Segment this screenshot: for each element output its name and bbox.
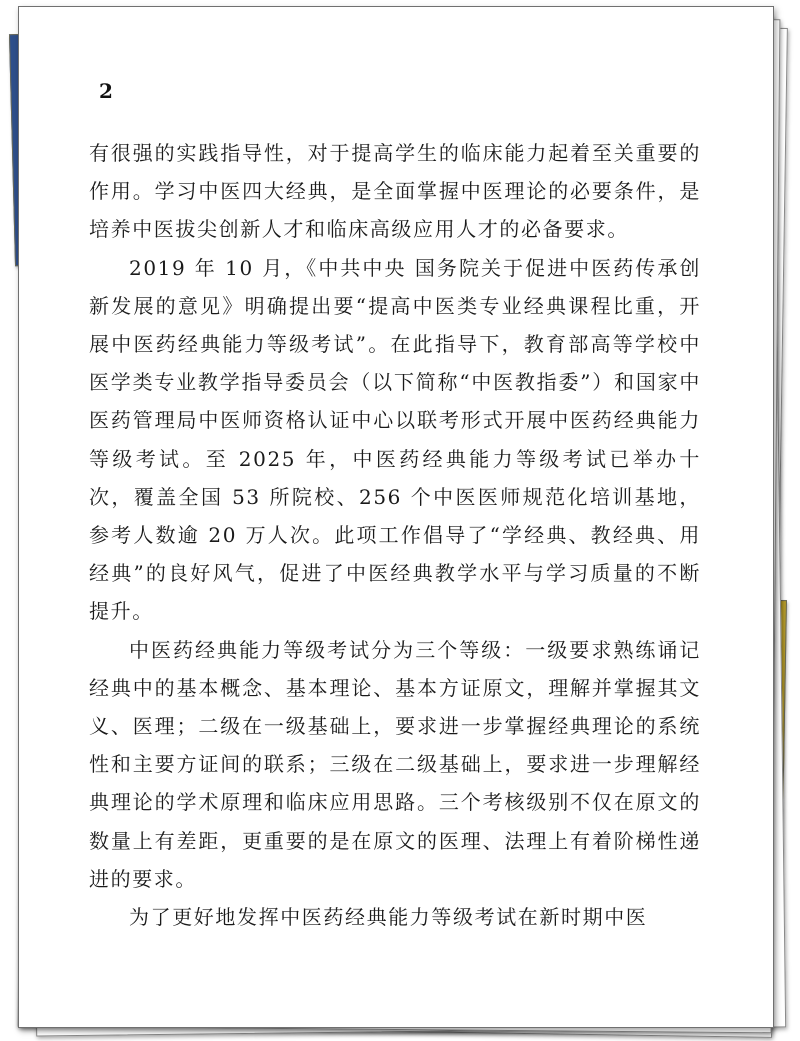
paragraph-2: 2019 年 10 月，《中共中央 国务院关于促进中医药传承创新发展的意见》明确提出要“提高中医类专业经典课程比重，开展中医药经典能力等级考试”。在此指导下，教育部高等学校中医学类专业教学指导委员会（以下简称“中医教指委”）和国家中医药管理局中医师资格认证中心以联考形式开展中医药经典能力等级考试。至 2025 年，中医药经典能力等级考试已举办十次，覆盖全国 53 所院校、256 个中医医师规范化培训基地，参考人数逾 20 万人次。此项工作倡导了“学经典、教经典、用经典”的良好风气，促进了中医经典教学水平与学习质量的不断提升。	[89, 255, 701, 624]
page-number: 2	[99, 79, 113, 103]
document-page	[18, 6, 774, 1028]
page-body	[89, 134, 701, 936]
paragraph-3: 中医药经典能力等级考试分为三个等级：一级要求熟练诵记经典中的基本概念、基本理论、基本方证原文，理解并掌握其文义、医理；二级在一级基础上，要求进一步掌握经典理论的系统性和主要方证间的联系；三级在二级基础上，要求进一步理解经典理论的学术原理和临床应用思路。三个考核级别不仅在原文的数量上有差距，更重要的是在原文的医理、法理上有着阶梯性递进的要求。	[89, 637, 701, 891]
paragraph-4: 为了更好地发挥中医药经典能力等级考试在新时期中医	[129, 905, 648, 930]
paragraph-1: 有很强的实践指导性，对于提高学生的临床能力起着至关重要的作用。学习中医四大经典，是全面掌握中医理论的必要条件，是培养中医拔尖创新人才和临床高级应用人才的必备要求。	[89, 141, 701, 242]
